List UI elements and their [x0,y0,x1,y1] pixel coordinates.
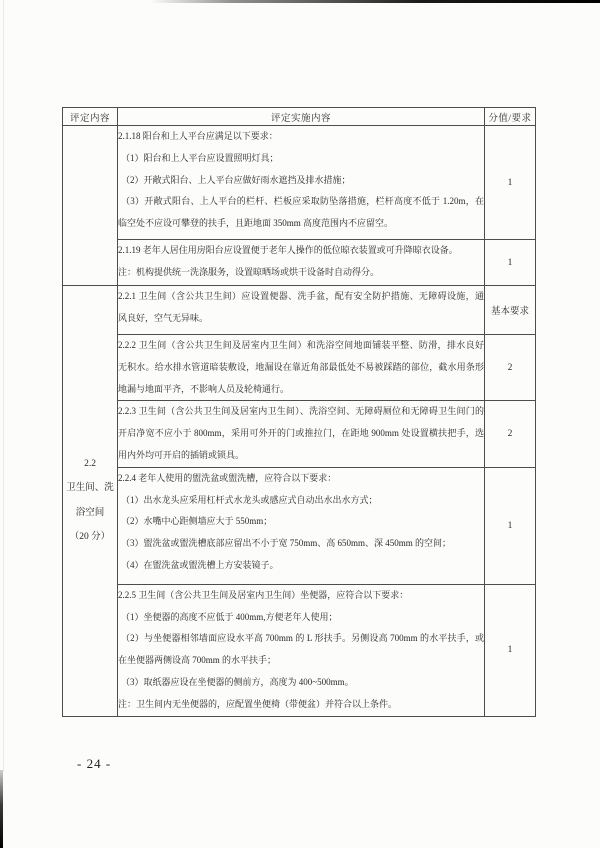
score-cell: 基本要求 [485,286,536,335]
criterion-2-1-19-cell [118,240,485,286]
criterion-text-line: （3）开敞式阳台、上人平台的栏杆、栏板应采取防坠落措施，栏杆高度不低于 1.20m，在 [121,196,484,207]
score-cell: 2 [485,335,536,401]
criterion-text-line: （4）在盥洗盆或盥洗槽上方安装镜子。 [121,559,279,570]
criterion-text-line: （3）盥洗盆或盥洗槽底部应留出不小于宽 750mm、高 650mm、深 450mm 的空间； [121,538,452,549]
criterion-2-2-1-cell [118,286,485,335]
table-row [63,584,536,716]
category-label-line: （20 分） [69,532,111,543]
category-cell-empty [63,126,118,286]
header-score-requirement: 分值/要求 [485,108,536,126]
criterion-text-line: 2.2.1 卫生间（含公共卫生间）应设置便器、洗手盆，配有安全防护措施、无障碍设施，通 [118,291,484,301]
criterion-text-line: 开启净宽不应小于 800mm，采用可外开的门或推拉门，在距地 900mm 处设置横扶把手，选 [118,428,484,439]
table-row [63,335,536,401]
criterion-text-line: 2.2.3 卫生间（含公共卫生间及居室内卫生间）、洗浴空间、无障碍厕位和无障碍卫生间门的 [118,406,484,417]
criterion-text-line: （1）坐便器的高度不应低于 400mm,方便老年人使用； [121,611,338,622]
category-label-line: 浴空间 [75,507,105,518]
criterion-text-line: （2）开敞式阳台、上人平台应做好雨水遮挡及排水措施； [121,174,351,185]
category-label-line: 2.2 [84,458,96,469]
criterion-text-line: 地漏与地面平齐，不影响人员及轮椅通行。 [118,383,290,394]
criterion-text-line: 2.1.18 阳台和上人平台应满足以下要求： [118,131,278,141]
table-row [63,467,536,584]
criterion-2-2-2-cell [118,335,485,401]
criterion-text-line: 2.2.2 卫生间（含公共卫生间及居室内卫生间）和洗浴空间地面铺装平整、防滑，排水良好 [118,340,484,350]
scan-artifact-left-line [3,0,4,772]
score-cell: 1 [485,126,536,240]
scan-artifact-top-edge [150,0,600,3]
scan-artifact-bottom-left-edge [0,770,3,848]
criterion-note-line: 注：卫生间内无坐便器的，应配置坐便椅（带便盆）并符合以上条件。 [118,698,398,709]
criterion-text-line: 用内外均可开启的插销或锁具。 [118,449,245,460]
criterion-text-line: 2.2.5 卫生间（含公共卫生间及居室内卫生间）坐便器，应符合以下要求： [118,589,409,600]
header-implementation-content: 评定实施内容 [118,108,485,126]
criterion-text-line: （1）阳台和上人平台应设置照明灯具； [121,152,279,163]
header-assessment-content: 评定内容 [63,108,118,126]
criterion-2-2-4-cell [118,467,485,584]
criterion-text-line: 临空处不应设可攀登的扶手，且距地面 350mm 高度范围内不应留空。 [118,218,394,229]
page-number: - 24 - [77,756,112,771]
score-cell: 2 [485,401,536,467]
table-row [63,240,536,286]
score-cell: 1 [485,584,536,716]
criterion-text-line: 2.2.4 老年人使用的盥洗盆或盥洗槽，应符合以下要求： [118,472,337,483]
criterion-text-line: 2.1.19 老年人居住用房阳台应设置便于老年人操作的低位晾衣装置或可升降晾衣设备。 [118,245,458,255]
criterion-text-line: 无积水。给水排水管道暗装敷设，地漏设在靠近角部最低处不易被踩踏的部位，截水用条形 [118,361,484,372]
criterion-text-line: （3）取纸器应设在坐便器的侧前方，高度为 400~500mm。 [121,676,354,687]
criterion-2-2-5-cell [118,584,485,716]
score-cell: 1 [485,467,536,584]
table-row [63,401,536,467]
criterion-note-line: 注：机构提供统一洗涤服务，设置晾晒场或烘干设备时自动得分。 [118,266,380,277]
criterion-2-2-3-cell [118,401,485,467]
criterion-text-line: （2）水嘴中心距侧墙应大于 550mm； [121,516,273,527]
score-cell: 1 [485,240,536,286]
criterion-text-line: 风良好，空气无异味。 [118,312,209,323]
table-header-row [63,108,536,126]
table-row [63,286,536,335]
table-row [63,126,536,240]
criterion-text-line: （1）出水龙头应采用杠杆式水龙头或感应式自动出水出水方式； [121,494,378,505]
criterion-text-line: 在坐便器两侧设高 700mm 的水平扶手； [118,655,277,666]
criterion-text-line: （2）与坐便器相邻墙面应设水平高 700mm 的 L 形扶手。另侧设高 700mm 的水平扶手，或 [121,633,484,644]
category-cell-2-2 [63,286,118,717]
criterion-2-1-18-cell [118,126,485,240]
assessment-table [62,107,536,717]
category-label-line: 卫生间、洗 [66,483,114,494]
